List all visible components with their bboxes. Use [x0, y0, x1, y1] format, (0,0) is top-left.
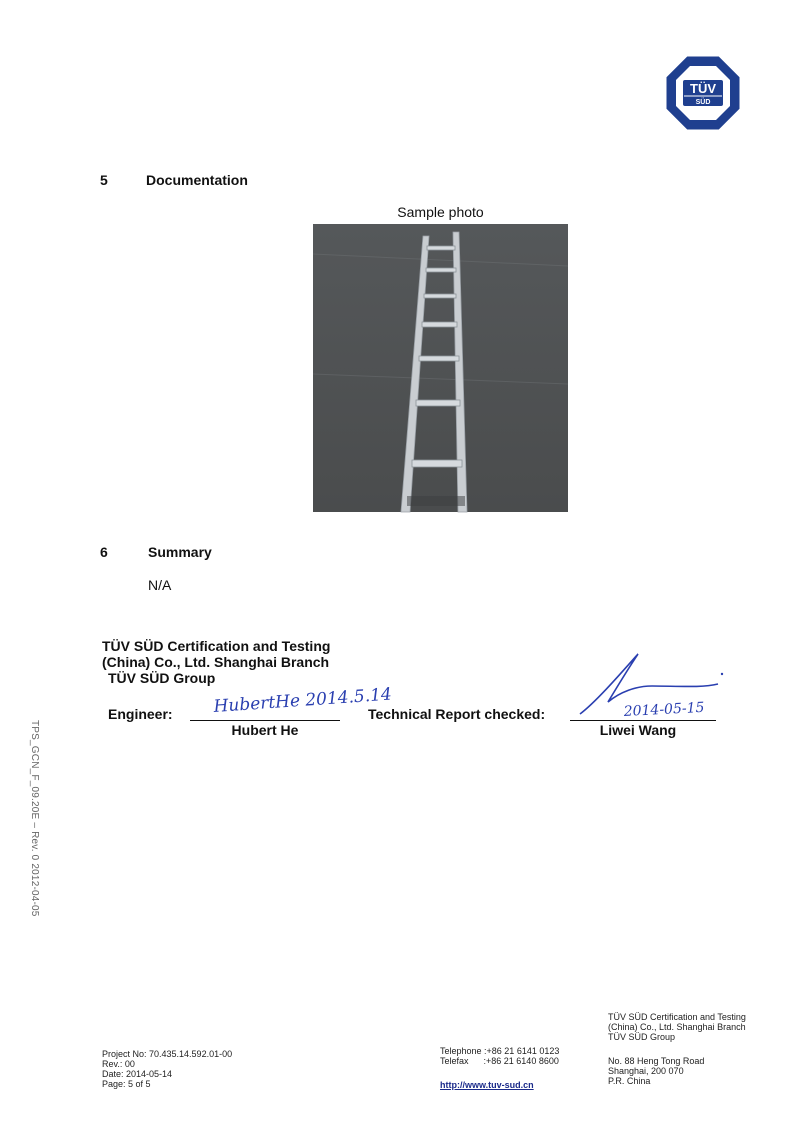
- summary-body: N/A: [148, 577, 172, 593]
- tuv-sud-logo: [664, 54, 742, 132]
- footer-company: [608, 1012, 746, 1042]
- checker-signature: [566, 648, 726, 726]
- footer-telefax: Telefax :+86 21 6140 8600: [440, 1056, 559, 1066]
- org-line-1: TÜV SÜD Certification and Testing: [102, 638, 331, 654]
- checker-handwriting-date: 2014-05-15: [623, 699, 705, 720]
- checker-name: Liwei Wang: [599, 722, 677, 738]
- footer-website-link[interactable]: http://www.tuv-sud.cn: [440, 1080, 534, 1090]
- footer-company-line-2: (China) Co., Ltd. Shanghai Branch: [608, 1022, 746, 1032]
- sample-photo: [313, 224, 568, 512]
- logo-text-top: TÜV: [690, 81, 716, 96]
- logo-text-bottom: SÜD: [695, 99, 711, 106]
- footer-address-line-3: P.R. China: [608, 1076, 651, 1086]
- section-6-number: 6: [100, 544, 108, 560]
- checked-label: Technical Report checked:: [368, 706, 546, 722]
- engineer-handwriting: HubertHe 2014.5.14: [212, 684, 393, 717]
- section-6-title: Summary: [148, 544, 212, 560]
- org-line-3: TÜV SÜD Group: [108, 670, 216, 686]
- engineer-signature-line: [190, 720, 340, 721]
- checker-signature-line: [570, 720, 716, 721]
- footer-telephone: Telephone :+86 21 6141 0123: [440, 1046, 560, 1056]
- engineer-signature: [200, 684, 393, 724]
- form-reference-side-text: TPS_GCN_F_09.20E – Rev. 0 2012-04-05: [29, 720, 40, 917]
- footer-address: [608, 1056, 704, 1086]
- footer-company-line-1: TÜV SÜD Certification and Testing: [608, 1012, 746, 1022]
- footer-project-number: Project No: 70.435.14.592.01-00: [102, 1049, 233, 1059]
- footer-contact: [440, 1046, 559, 1066]
- engineer-name: Hubert He: [231, 722, 299, 738]
- footer-rev: Rev.: 00: [102, 1059, 135, 1069]
- footer-project-info: [102, 1049, 232, 1089]
- footer-address-line-1: No. 88 Heng Tong Road: [608, 1056, 705, 1066]
- section-5-number: 5: [100, 172, 108, 188]
- photo-caption: Sample photo: [397, 204, 484, 220]
- footer-page: Page: 5 of 5: [102, 1079, 151, 1089]
- footer-company-line-3: TÜV SÜD Group: [608, 1032, 676, 1042]
- org-line-2: (China) Co., Ltd. Shanghai Branch: [102, 654, 330, 670]
- footer-address-line-2: Shanghai, 200 070: [608, 1066, 684, 1076]
- section-5-title: Documentation: [146, 172, 248, 188]
- footer-date: Date: 2014-05-14: [102, 1069, 173, 1079]
- engineer-label: Engineer:: [108, 706, 173, 722]
